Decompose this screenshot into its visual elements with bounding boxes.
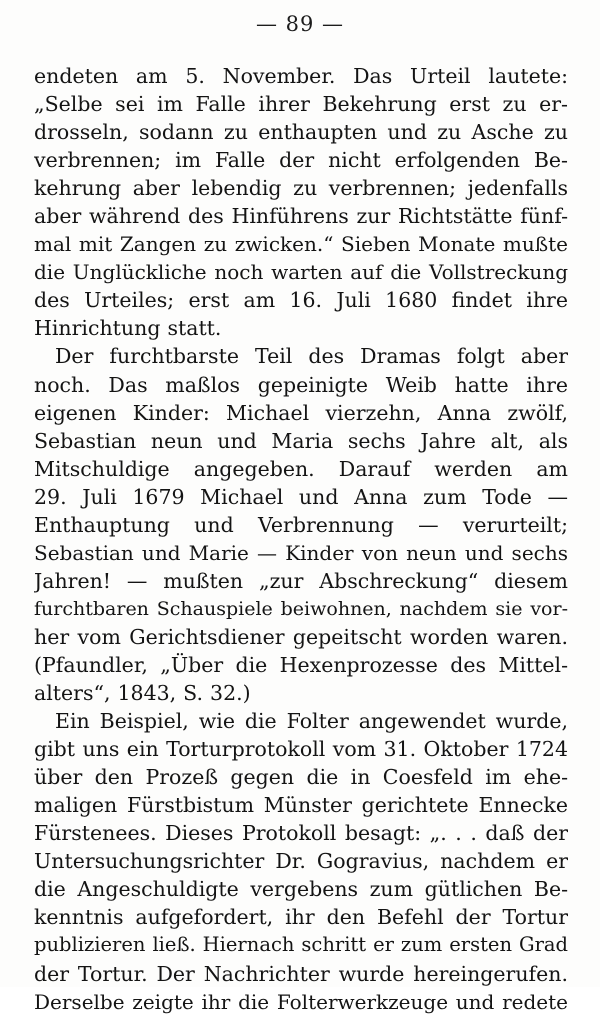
- text-line: mal mit Zangen zu zwicken.“ Sieben Monate mußte: [34, 232, 568, 257]
- text-line: Fürstenees. Dieses Protokoll besagt: „. . . daß der: [34, 821, 568, 846]
- text-line: publizieren ließ. Hiernach schritt er zum ersten Grad: [34, 933, 568, 957]
- text-line: endeten am 5. November. Das Urteil lautete:: [34, 64, 568, 88]
- text-line: Hinrichtung statt.: [34, 316, 222, 341]
- text-line: drosseln, sodann zu enthaupten und zu Asche zu: [34, 120, 568, 145]
- text-line: Untersuchungsrichter Dr. Gogravius, nachdem er: [34, 849, 568, 874]
- text-line: die Angeschuldigte vergebens zum gütlichen Be-: [34, 877, 568, 902]
- text-line: die Unglückliche noch warten auf die Vollstreckung: [34, 260, 568, 285]
- text-line: Sebastian und Marie — Kinder von neun und sechs: [34, 540, 568, 565]
- text-line: Mitschuldige angegeben. Darauf werden am: [34, 456, 568, 481]
- text-line: noch. Das maßlos gepeinigte Weib hatte ihre: [34, 372, 568, 397]
- text-line: her vom Gerichtsdiener gepeitscht worden waren.: [34, 624, 568, 649]
- text-line: gibt uns ein Torturprotokoll vom 31. Oktober 1724: [34, 737, 568, 762]
- text-line: der Tortur. Der Nachrichter wurde hereingerufen.: [34, 961, 568, 986]
- text-line: „Selbe sei im Falle ihrer Bekehrung erst zu er-: [34, 92, 568, 117]
- text-line: Derselbe zeigte ihr die Folterwerkzeuge und redete: [34, 989, 568, 1014]
- text-line: Sebastian neun und Maria sechs Jahre alt, als: [34, 428, 568, 453]
- text-line: Ein Beispiel, wie die Folter angewendet wurde,: [55, 709, 568, 734]
- text-line: furchtbaren Schauspiele beiwohnen, nachdem sie vor-: [34, 597, 568, 620]
- page-number: — 89 —: [255, 12, 345, 36]
- text-line: kenntnis aufgefordert, ihr den Befehl der Tortur: [34, 905, 568, 930]
- text-line: Jahren! — mußten „zur Abschreckung“ diesem: [34, 568, 568, 593]
- text-line: eigenen Kinder: Michael vierzehn, Anna zwölf,: [34, 400, 568, 425]
- text-line: über den Prozeß gegen die in Coesfeld im ehe-: [34, 765, 568, 790]
- body-text: [34, 62, 568, 1016]
- text-line: verbrennen; im Falle der nicht erfolgenden Be-: [34, 148, 568, 173]
- text-line: maligen Fürstbistum Münster gerichtete Ennecke: [34, 793, 568, 818]
- text-line: des Urteiles; erst am 16. Juli 1680 findet ihre: [34, 288, 568, 313]
- text-line: 29. Juli 1679 Michael und Anna zum Tode —: [34, 484, 568, 509]
- text-line: aber während des Hinführens zur Richtstätte fünf-: [34, 204, 568, 229]
- text-line: (Pfaundler, „Über die Hexenprozesse des Mittel-: [34, 652, 568, 677]
- text-line: Der furchtbarste Teil des Dramas folgt aber: [55, 344, 568, 369]
- text-line: kehrung aber lebendig zu verbrennen; jedenfalls: [34, 176, 568, 201]
- text-line: alters“, 1843, S. 32.): [34, 681, 251, 706]
- text-line: Enthauptung und Verbrennung — verurteilt;: [34, 512, 568, 537]
